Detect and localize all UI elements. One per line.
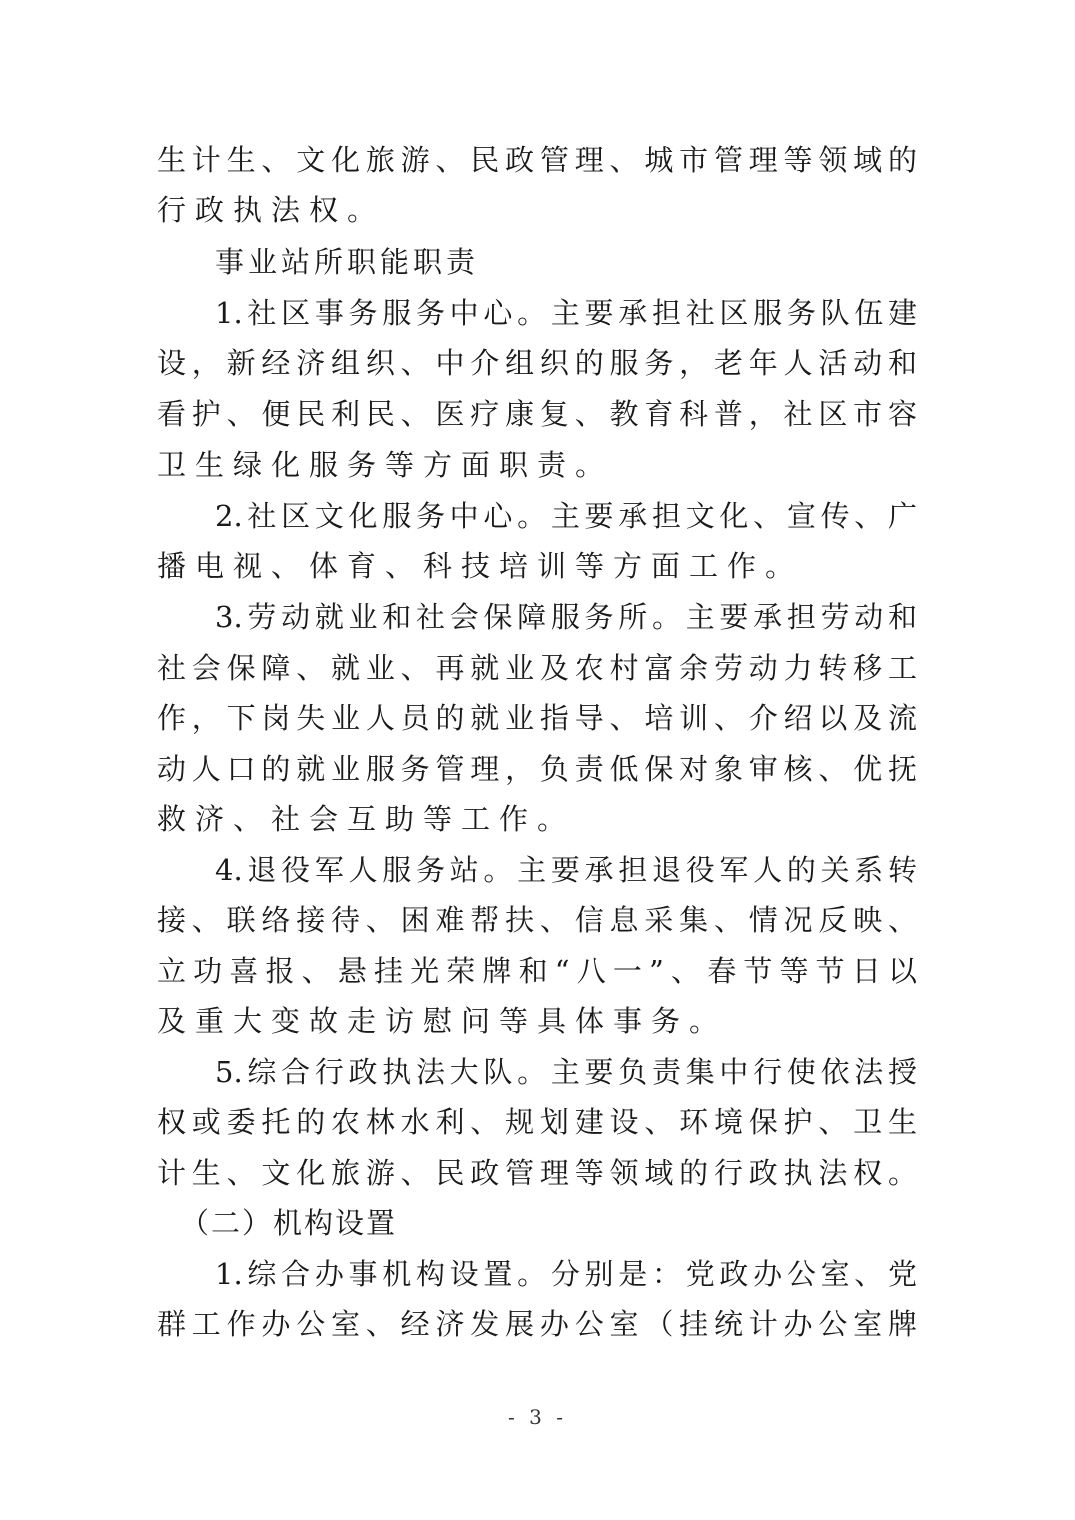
paragraph-line: 看护、便民利民、医疗康复、教育科普，社区市容: [157, 397, 917, 431]
paragraph-line: 1.综合办事机构设置。分别是：党政办公室、党: [215, 1257, 917, 1291]
paragraph-line: 2.社区文化服务中心。主要承担文化、宣传、广: [215, 499, 917, 533]
section-heading: （二）机构设置: [180, 1206, 398, 1240]
paragraph-line: 播电视、体育、科技培训等方面工作。: [157, 549, 804, 583]
paragraph-line: 生计生、文化旅游、民政管理、城市管理等领域的: [157, 143, 917, 177]
paragraph-line: 4.退役军人服务站。主要承担退役军人的关系转: [215, 853, 917, 887]
paragraph-line: 社会保障、就业、再就业及农村富余劳动力转移工: [157, 651, 917, 685]
paragraph-line: 卫生绿化服务等方面职责。: [157, 448, 614, 482]
paragraph-line: 5.综合行政执法大队。主要负责集中行使依法授: [215, 1055, 917, 1089]
paragraph-line: 群工作办公室、经济发展办公室（挂统计办公室牌: [157, 1307, 917, 1341]
page-number: - 3 -: [508, 1405, 567, 1429]
paragraph-line: 计生、文化旅游、民政管理等领域的行政执法权。: [157, 1156, 917, 1190]
paragraph-line: 救济、社会互助等工作。: [157, 802, 576, 836]
paragraph-line: 动人口的就业服务管理，负责低保对象审核、优抚: [157, 752, 917, 786]
paragraph-line: 权或委托的农林水利、规划建设、环境保护、卫生: [157, 1105, 917, 1139]
paragraph-line: 行政执法权。: [157, 193, 386, 227]
paragraph-line: 作，下岗失业人员的就业指导、培训、介绍以及流: [157, 701, 917, 735]
paragraph-line: 立功喜报、悬挂光荣牌和“八一”、春节等节日以: [157, 954, 917, 988]
paragraph-line: 3.劳动就业和社会保障服务所。主要承担劳动和: [215, 600, 917, 634]
section-heading: 事业站所职能职责: [215, 245, 480, 279]
paragraph-line: 及重大变故走访慰问等具体事务。: [157, 1004, 728, 1038]
paragraph-line: 设，新经济组织、中介组织的服务，老年人活动和: [157, 346, 917, 380]
paragraph-line: 接、联络接待、困难帮扶、信息采集、情况反映、: [157, 903, 917, 937]
paragraph-line: 1.社区事务服务中心。主要承担社区服务队伍建: [215, 296, 917, 330]
